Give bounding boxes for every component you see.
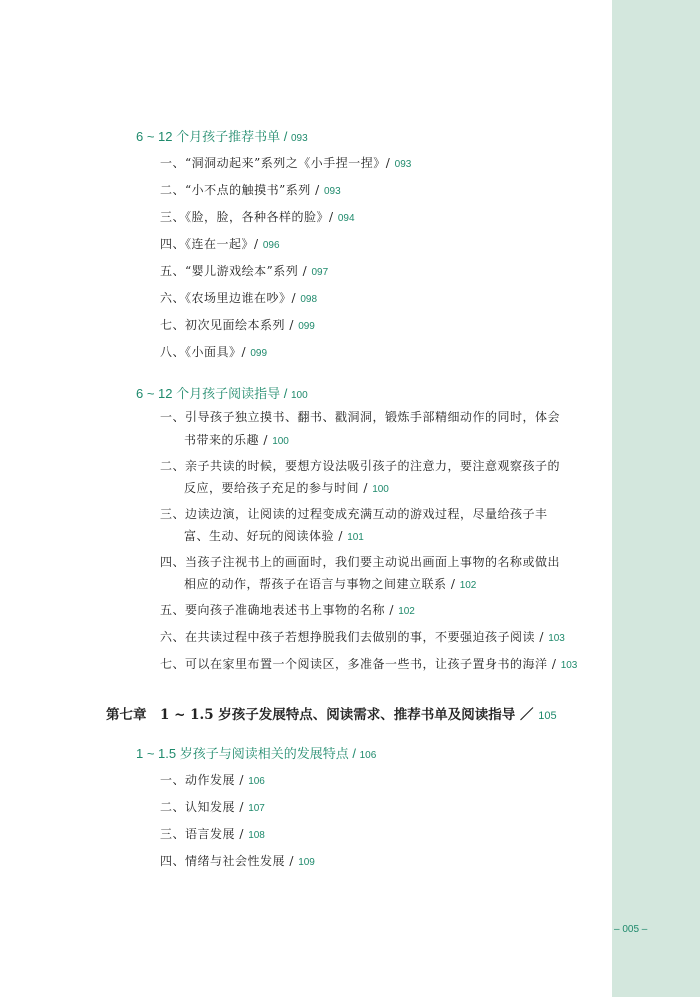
section-title-text: 6 ~ 12 个月孩子阅读指导 / [136, 386, 291, 401]
entry-text: 二、亲子共读的时候，要想方设法吸引孩子的注意力，要注意观察孩子的 [160, 459, 561, 473]
entry-text: 二、认知发展 / [160, 800, 249, 814]
page-ref: 108 [248, 830, 265, 841]
page-ref: 094 [337, 213, 355, 224]
toc-entry[interactable] [160, 343, 267, 360]
page-ref: 106 [248, 776, 265, 787]
page-ref: 093 [394, 159, 412, 170]
toc-entry[interactable] [160, 601, 415, 618]
page-ref: 100 [272, 436, 289, 447]
entry-text: 一、动作发展 / [160, 773, 249, 787]
entry-text: 三、边读边演，让阅读的过程变成充满互动的游戏过程，尽量给孩子丰 [160, 507, 548, 521]
toc-entry[interactable] [160, 825, 265, 842]
entry-text: 五、要向孩子准确地表述书上事物的名称 / [160, 603, 399, 617]
toc-section-title[interactable] [136, 743, 376, 762]
entry-text: 四、《连在一起》/ [160, 237, 263, 251]
entry-text: 七、初次见面绘本系列 / [160, 318, 299, 332]
toc-section-title[interactable] [136, 383, 308, 402]
page-ref: 101 [347, 532, 364, 543]
page-number: – 005 – [614, 924, 648, 935]
page-ref: 096 [262, 240, 280, 251]
entry-text: 富、生动、好玩的阅读体验 / [184, 529, 348, 543]
page-ref: 098 [300, 294, 318, 305]
entry-text: 六、《农场里边谁在吵》/ [160, 291, 301, 305]
page-ref: 102 [398, 606, 415, 617]
section-title-text: 1 ~ 1.5 岁孩子与阅读相关的发展特点 / [136, 746, 360, 761]
page-ref: 099 [298, 321, 315, 332]
toc-entry[interactable] [160, 655, 577, 672]
entry-text: 七、可以在家里布置一个阅读区，多准备一些书，让孩子置身书的海洋 / [160, 657, 561, 671]
toc-entry-line1[interactable] [160, 457, 560, 474]
entry-text: 一、“洞洞动起来”系列之《小手捏一捏》/ [160, 156, 395, 170]
entry-text: 四、情绪与社会性发展 / [160, 854, 299, 868]
entry-text: 三、《脸，脸，各种各样的脸》/ [160, 210, 338, 224]
toc-entry[interactable] [160, 771, 265, 788]
page-ref: 107 [248, 803, 265, 814]
page-ref: 103 [560, 660, 578, 671]
page-ref: 093 [290, 133, 308, 144]
entry-text: 八、《小面具》/ [160, 345, 251, 359]
toc-entry[interactable] [160, 235, 280, 252]
page-ref: 100 [290, 390, 308, 401]
toc-entry-line1[interactable] [160, 505, 548, 522]
toc-entry[interactable] [160, 316, 315, 333]
toc-entry-line2[interactable] [184, 575, 476, 592]
page-ref: 103 [548, 633, 565, 644]
entry-text: 相应的动作，帮孩子在语言与事物之间建立联系 / [184, 577, 460, 591]
toc-entry-line2[interactable] [184, 527, 364, 544]
toc-entry[interactable] [160, 154, 411, 171]
page-ref: 097 [311, 267, 329, 278]
page-ref: 106 [359, 750, 377, 761]
toc-entry[interactable] [160, 181, 341, 198]
toc-chapter-title[interactable] [106, 703, 557, 723]
toc-entry-line2[interactable] [184, 479, 389, 496]
toc-section-title[interactable] [136, 126, 308, 145]
chapter-title-text: 第七章 1 ~ 1.5 岁孩子发展特点、阅读需求、推荐书单及阅读指导 ／ [106, 707, 539, 723]
page-ref: 099 [250, 348, 268, 359]
entry-text: 一、引导孩子独立摸书、翻书、戳洞洞，锻炼手部精细动作的同时，体会 [160, 410, 561, 424]
page-ref: 105 [538, 710, 557, 722]
toc-entry-line1[interactable] [160, 553, 560, 570]
entry-text: 书带来的乐趣 / [184, 433, 273, 447]
side-margin-band [612, 0, 700, 997]
entry-text: 二、“小不点的触摸书”系列 / [160, 183, 324, 197]
page-ref: 100 [372, 484, 389, 495]
entry-text: 三、语言发展 / [160, 827, 249, 841]
toc-entry[interactable] [160, 208, 355, 225]
toc-entry[interactable] [160, 262, 328, 279]
page-ref: 102 [459, 580, 477, 591]
page-ref: 093 [323, 186, 341, 197]
section-title-text: 6 ~ 12 个月孩子推荐书单 / [136, 129, 291, 144]
toc-entry-line2[interactable] [184, 431, 289, 448]
entry-text: 四、当孩子注视书上的画面时，我们要主动说出画面上事物的名称或做出 [160, 555, 561, 569]
entry-text: 六、在共读过程中孩子若想挣脱我们去做别的事，不要强迫孩子阅读 / [160, 630, 549, 644]
entry-text: 反应，要给孩子充足的参与时间 / [184, 481, 373, 495]
toc-entry[interactable] [160, 628, 565, 645]
toc-entry[interactable] [160, 798, 265, 815]
toc-entry-line1[interactable] [160, 408, 560, 425]
toc-entry[interactable] [160, 289, 317, 306]
entry-text: 五、“婴儿游戏绘本”系列 / [160, 264, 312, 278]
toc-entry[interactable] [160, 852, 315, 869]
page-ref: 109 [298, 857, 315, 868]
